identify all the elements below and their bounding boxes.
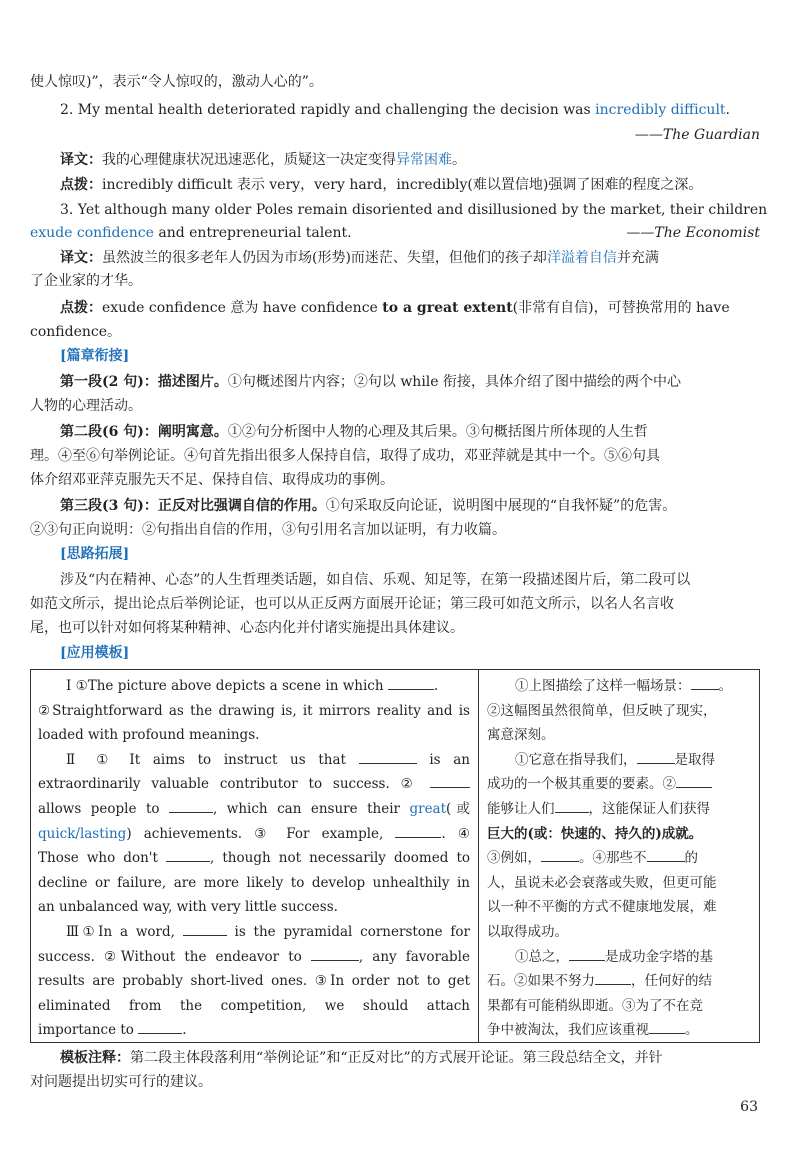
fill-blank <box>166 847 210 862</box>
en-line: quick/lasting) achievements. ③ For example, . ④ <box>38 822 470 847</box>
para1-analysis: 第一段(2 句)：描述图片。①句概述图片内容；②句以 while 衔接，具体介绍了图中描绘的两个中心 <box>60 374 682 390</box>
expand-text-cont2: 尾，也可以针对如何将某种精神、心态内化并付诸实施提出具体建议。 <box>30 620 464 636</box>
en-line: success. ②Without the endeavor to , any favorable <box>38 945 470 970</box>
highlight-incredibly-difficult: incredibly difficult <box>595 102 726 118</box>
section-title-link: [篇章衔接] <box>60 348 130 364</box>
template-english-column <box>38 674 470 1043</box>
expand-text: 涉及“内在精神、心态”的人生哲理类话题，如自信、乐观、知足等，在第一段描述图片后，第二段可以 <box>60 572 691 588</box>
en-line: loaded with profound meanings. <box>38 727 260 744</box>
en-line: Ⅲ①In a word, is the pyramidal cornerstone for <box>38 920 470 945</box>
highlight-exude-confidence: exude confidence <box>30 225 154 241</box>
en-line: an unbalanced way, with very little success. <box>38 899 338 916</box>
fill-blank <box>691 675 719 690</box>
intro-paragraph-end: 使人惊叹)”，表示“令人惊叹的，激动人心的”。 <box>30 74 323 90</box>
table-divider <box>478 670 479 1042</box>
para3-analysis-cont: ②③句正向说明：②句指出自信的作用，③句引用名言加以证明，有力收篇。 <box>30 522 506 538</box>
fill-blank <box>138 1019 182 1034</box>
fill-blank <box>569 946 605 961</box>
en-line: Ⅱ ① It aims to instruct us that is an <box>38 748 470 773</box>
example-2-source: ——The Guardian <box>634 127 760 143</box>
section-title-template: [应用模板] <box>60 645 130 661</box>
fill-blank <box>595 970 631 985</box>
en-line: ②Straightforward as the drawing is, it mirrors reality and is <box>38 702 470 719</box>
section-title-expand: [思路拓展] <box>60 546 130 562</box>
en-line: results are probably short-lived ones. ③In order not to get <box>38 973 470 990</box>
cn-line: ③例如， 。④那些不 的 <box>487 846 749 871</box>
cn-line: 寓意深刻。 <box>487 727 555 744</box>
example-2: 2. My mental health deteriorated rapidly and challenging the decision was incredibly difficult. <box>60 102 730 118</box>
para2-analysis-cont2: 体介绍邓亚萍克服先天不足、保持自信、取得成功的事例。 <box>30 472 394 488</box>
translation-3-cont: 了企业家的才华。 <box>30 273 142 289</box>
para2-analysis-cont: 理。④至⑥句举例论证。④句首先指出很多人保持自信，取得了成功，邓亚萍就是其中一个。⑤⑥句具 <box>30 448 660 464</box>
fill-blank <box>169 798 213 813</box>
cn-line: 以取得成功。 <box>487 923 568 940</box>
cn-line: 人，虽说未必会衰落或失败，但更可能 <box>487 874 717 891</box>
fill-blank <box>555 798 589 813</box>
fill-blank <box>359 749 417 764</box>
cn-line: 以一种不平衡的方式不健康地发展，难 <box>487 899 717 916</box>
en-line: importance to . <box>38 1018 470 1043</box>
cn-line: 果都有可能稍纵即逝。③为了不在竞 <box>487 997 703 1014</box>
fill-blank <box>649 1019 685 1034</box>
translation-2: 译文：我的心理健康状况迅速恶化，质疑这一决定变得异常困难。 <box>60 152 466 168</box>
fill-blank <box>183 921 227 936</box>
en-line: Those who don't , though not necessarily doomed to <box>38 846 470 871</box>
expand-text-cont: 如范文所示，提出论点后举例论证，也可以从正反两方面展开论证；第三段可如范文所示，以名人名言收 <box>30 596 674 612</box>
cn-line: ①上图描绘了这样一幅场景： 。 <box>487 674 749 699</box>
en-line: Ⅰ ①The picture above depicts a scene in which . <box>38 674 470 699</box>
note-3-cont: confidence。 <box>30 324 122 340</box>
cn-line: 石。②如果不努力 ，任何好的结 <box>487 969 749 994</box>
fill-blank <box>647 847 685 862</box>
fill-blank <box>541 847 579 862</box>
fill-blank <box>637 749 675 764</box>
fill-blank <box>430 773 470 788</box>
para2-analysis: 第二段(6 句)：阐明寓意。①②句分析图中人物的心理及其后果。③句概括图片所体现的人生哲 <box>60 424 648 440</box>
template-table <box>30 669 760 1043</box>
para1-analysis-cont: 人物的心理活动。 <box>30 398 142 414</box>
translation-3: 译文：虽然波兰的很多老年人仍因为市场(形势)而迷茫、失望，但他们的孩子却洋溢着自信并充满 <box>60 250 659 266</box>
en-line: extraordinarily valuable contributor to success. ② <box>38 772 470 797</box>
fill-blank <box>311 946 359 961</box>
en-line: eliminated from the competition, we should attach <box>38 997 470 1014</box>
en-line: decline or failure, are more likely to develop unhealthily in <box>38 874 470 891</box>
template-notes: 模板注释：第二段主体段落利用“举例论证”和“正反对比”的方式展开论证。第三段总结全文，并针 <box>60 1050 663 1066</box>
note-3: 点拨：exude confidence 意为 have confidence to a great extent(非常有自信)，可替换常用的 have <box>60 300 730 316</box>
template-chinese-column <box>487 674 749 1043</box>
note-2: 点拨：incredibly difficult 表示 very，very hard，incredibly(难以置信地)强调了困难的程度之深。 <box>60 177 703 193</box>
example-3-source: ——The Economist <box>626 225 760 241</box>
fill-blank <box>395 823 441 838</box>
en-line: allows people to , which can ensure their great(或 <box>38 797 470 822</box>
para3-analysis: 第三段(3 句)：正反对比强调自信的作用。①句采取反向论证，说明图中展现的“自我怀疑”的危害。 <box>60 498 677 514</box>
template-notes-cont: 对问题提出切实可行的建议。 <box>30 1074 212 1090</box>
cn-line: ①总之， 是成功金字塔的基 <box>487 945 749 970</box>
cn-line: 争中被淘汰，我们应该重视 。 <box>487 1018 749 1043</box>
cn-line: ②这幅图虽然很简单，但反映了现实， <box>487 702 717 719</box>
page-number: 63 <box>740 1099 758 1115</box>
fill-blank <box>388 675 434 690</box>
example-3: 3. Yet although many older Poles remain disoriented and disillusioned by the market, their children <box>60 202 768 218</box>
cn-line: 成功的一个极其重要的要素。② <box>487 772 749 797</box>
cn-line: 能够让人们 ，这能保证人们获得 <box>487 797 749 822</box>
cn-line: 巨大的(或：快速的、持久的)成就。 <box>487 825 703 842</box>
cn-line: ①它意在指导我们， 是取得 <box>487 748 749 773</box>
example-3-cont: exude confidence and entrepreneurial talent. <box>30 225 352 241</box>
fill-blank <box>676 773 712 788</box>
